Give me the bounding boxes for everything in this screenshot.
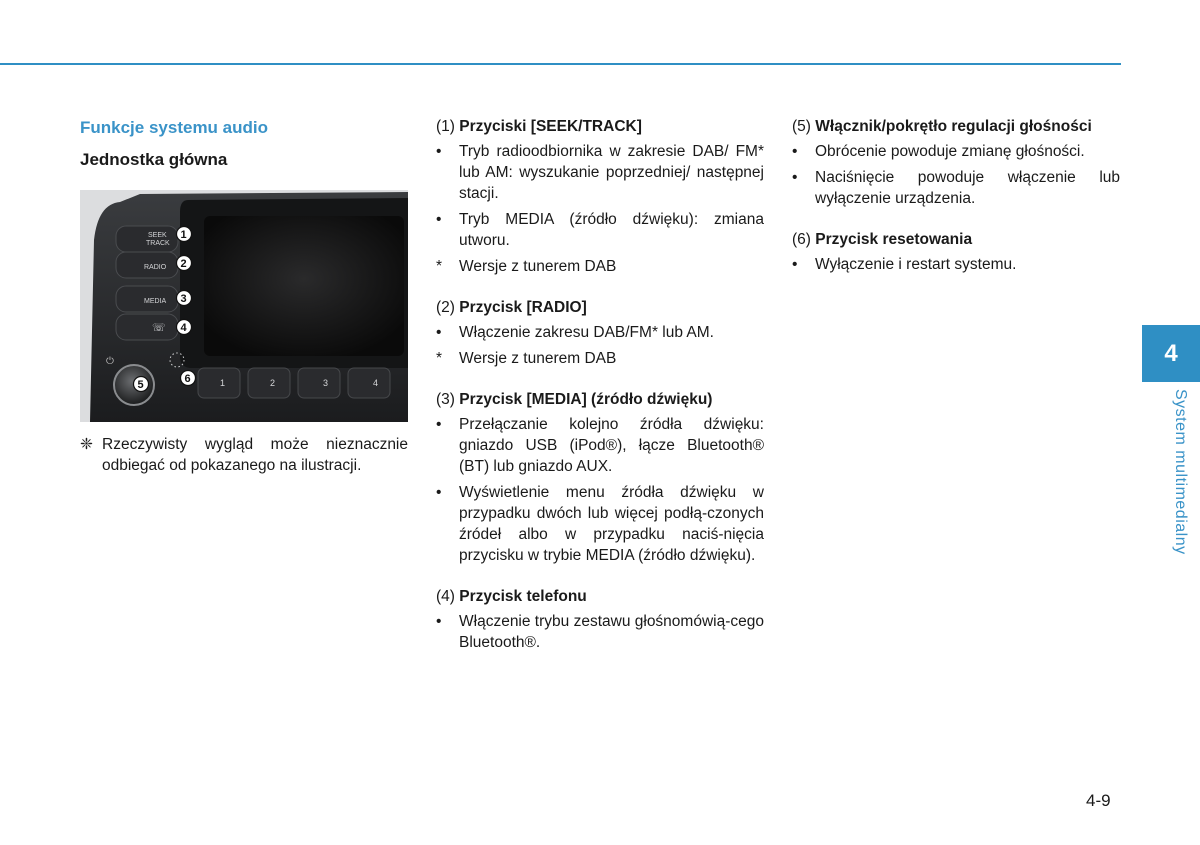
callout-number: 2 xyxy=(180,258,187,270)
item-reset xyxy=(792,229,1120,275)
right-column xyxy=(792,116,1120,295)
head-unit-photo xyxy=(80,190,408,422)
svg-text:MEDIA: MEDIA xyxy=(144,298,167,305)
list-item: * Wersje z tunerem DAB xyxy=(436,258,617,275)
callout-number: 3 xyxy=(180,293,187,305)
svg-text:⏻: ⏻ xyxy=(106,356,114,367)
item-media xyxy=(436,389,764,566)
svg-text:TRACK: TRACK xyxy=(146,240,170,247)
middle-column xyxy=(436,116,764,673)
preset-number: 2 xyxy=(270,378,276,388)
list-item: • Przełączanie kolejno źródła dźwięku: gniazdo USB (iPod®), łącze Bluetooth® (BT) lub gniazdo AUX. xyxy=(436,416,764,475)
preset-number: 4 xyxy=(373,378,379,388)
preset-number: 1 xyxy=(220,378,226,388)
list-item: • Obrócenie powoduje zmianę głośności. xyxy=(792,143,1085,160)
list-item: • Wyświetlenie menu źródła dźwięku w przypadku dwóch lub więcej podłą-czonych źródeł albo w przypadku naciś-nięcia przycisku w trybie MEDIA (źródło dźwięku). xyxy=(436,484,764,564)
item-heading: (2) Przycisk [RADIO] xyxy=(436,299,587,316)
list-item: • Włączenie zakresu DAB/FM* lub AM. xyxy=(436,324,714,341)
note-mark-icon: ❈ xyxy=(80,436,93,453)
item-heading: (5) Włącznik/pokrętło regulacji głośności xyxy=(792,118,1092,135)
svg-text:☏: ☏ xyxy=(152,321,166,334)
illustration-note xyxy=(80,434,408,476)
item-heading: (3) Przycisk [MEDIA] (źródło dźwięku) xyxy=(436,391,713,408)
item-phone xyxy=(436,586,764,653)
item-volume xyxy=(792,116,1120,209)
item-heading: (6) Przycisk resetowania xyxy=(792,231,973,248)
item-heading: (1) Przyciski [SEEK/TRACK] xyxy=(436,118,642,135)
note-text: Rzeczywisty wygląd może nieznacznie odbiegać od pokazanego na ilustracji. xyxy=(102,436,408,474)
callout-number: 4 xyxy=(180,322,187,334)
chapter-label: System multimedialny xyxy=(1172,389,1189,555)
item-seek-track xyxy=(436,116,764,277)
list-item: • Tryb MEDIA (źródło dźwięku): zmiana utworu. xyxy=(436,211,764,249)
list-item: • Wyłączenie i restart systemu. xyxy=(792,256,1017,273)
preset-number: 3 xyxy=(323,378,329,388)
list-item: * Wersje z tunerem DAB xyxy=(436,350,617,367)
page-number: 4-9 xyxy=(1086,791,1111,810)
callout-number: 1 xyxy=(180,229,187,241)
sub-title: Jednostka główna xyxy=(80,150,228,169)
section-title: Funkcje systemu audio xyxy=(80,118,268,137)
left-column xyxy=(80,116,408,476)
list-item: • Tryb radioodbiornika w zakresie DAB/ FM* lub AM: wyszukanie poprzedniej/ następnej stacji. xyxy=(436,143,764,202)
svg-text:SEEK: SEEK xyxy=(148,232,167,239)
list-item: • Włączenie trybu zestawu głośnomówią-cego Bluetooth®. xyxy=(436,613,764,651)
chapter-tab: 4 xyxy=(1142,325,1200,382)
callout-number: 5 xyxy=(137,379,144,391)
item-heading: (4) Przycisk telefonu xyxy=(436,588,587,605)
header-rule xyxy=(0,63,1121,65)
item-radio xyxy=(436,297,764,369)
list-item: • Naciśnięcie powoduje włączenie lub wyłączenie urządzenia. xyxy=(792,169,1120,207)
callout-number: 6 xyxy=(184,373,191,385)
svg-text:RADIO: RADIO xyxy=(144,264,167,271)
